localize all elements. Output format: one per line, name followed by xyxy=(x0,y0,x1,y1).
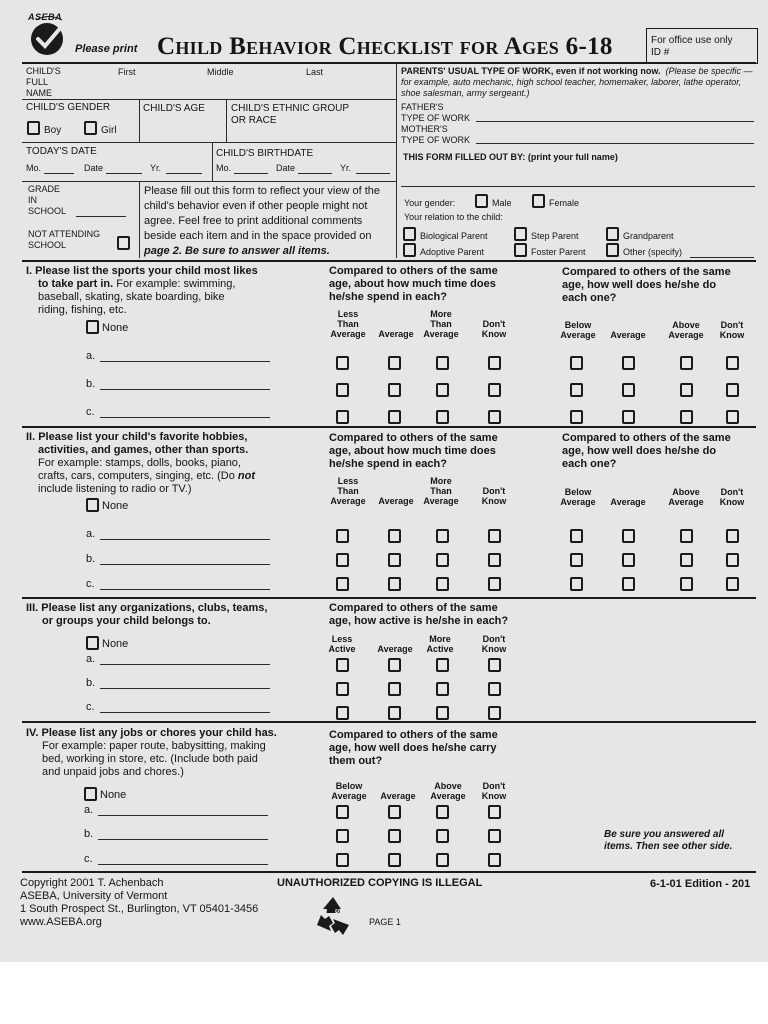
section-2-row-a-rating-checkbox-4[interactable] xyxy=(488,529,501,543)
section-3-row-a-rating-checkbox-3[interactable] xyxy=(436,658,449,672)
section-4-line-a-label: a. xyxy=(84,804,94,816)
grade-field[interactable] xyxy=(76,216,126,217)
section-2-row-b-rating-checkbox-2[interactable] xyxy=(388,553,401,567)
section-1-well-question: Compared to others of the same age, how well does he/she do each one? xyxy=(562,266,731,304)
gender-label: CHILD'S GENDER xyxy=(26,102,111,113)
aseba-logo-text: ASEBA xyxy=(28,12,63,22)
grandparent-label: Grandparent xyxy=(623,231,674,241)
section-2-row-c-rating-checkbox-1[interactable] xyxy=(336,577,349,591)
section-3-row-b-rating-checkbox-3[interactable] xyxy=(436,682,449,696)
ethnic-divider xyxy=(226,99,227,142)
copying-warning: UNAUTHORIZED COPYING IS ILLEGAL xyxy=(277,877,483,889)
section-1-time-question: Compared to others of the same age, about how much time does he/she spend in each? xyxy=(329,265,498,303)
please-print-label: Please print xyxy=(75,43,138,55)
section-3-line-c-label: c. xyxy=(86,701,95,713)
section-1-row-b-rating-checkbox-8[interactable] xyxy=(726,383,739,397)
section-1-line-c-label: c. xyxy=(86,406,95,418)
section-1-row-c-rating-checkbox-2[interactable] xyxy=(388,410,401,424)
section-1-row-a-rating-checkbox-7[interactable] xyxy=(680,356,693,370)
section-1-row-b-rating-checkbox-7[interactable] xyxy=(680,383,693,397)
middle-name-label: Middle xyxy=(207,67,234,77)
section-4-line-c-label: c. xyxy=(84,853,93,865)
section-2-row-b-rating-checkbox-5[interactable] xyxy=(570,553,583,567)
section-3-line-b-field[interactable] xyxy=(100,688,270,689)
section-4-line-a-field[interactable] xyxy=(98,815,268,816)
biological-parent-label: Biological Parent xyxy=(420,231,488,241)
section-4-row-b-rating-checkbox-1[interactable] xyxy=(336,829,349,843)
other-relation-checkbox[interactable] xyxy=(606,243,619,257)
section-2-row-b-rating-checkbox-1[interactable] xyxy=(336,553,349,567)
first-name-label: First xyxy=(118,67,136,77)
section-2-row-b-rating-checkbox-4[interactable] xyxy=(488,553,501,567)
section-3-prompt: III. Please list any organizations, clubs, teams, or groups your child belongs to. xyxy=(26,602,268,627)
section-1-rule xyxy=(22,426,756,428)
edition-label: 6-1-01 Edition - 201 xyxy=(650,878,751,890)
section-1-row-b-rating-checkbox-3[interactable] xyxy=(436,383,449,397)
section-4-line-b-label: b. xyxy=(84,828,94,840)
section-2-row-c-rating-checkbox-2[interactable] xyxy=(388,577,401,591)
section-3-row-c-rating-checkbox-4[interactable] xyxy=(488,706,501,720)
female-checkbox[interactable] xyxy=(532,194,545,208)
section-1-row-c-rating-checkbox-4[interactable] xyxy=(488,410,501,424)
gender-row-rule xyxy=(22,142,396,143)
section-3-none-checkbox[interactable] xyxy=(86,636,99,650)
id-block-bottom-rule xyxy=(22,260,756,262)
section-1-row-b-rating-checkbox-1[interactable] xyxy=(336,383,349,397)
section-1-line-c-field[interactable] xyxy=(100,417,270,418)
section-1-row-c-rating-checkbox-3[interactable] xyxy=(436,410,449,424)
mothers-work-label: MOTHER'S TYPE OF WORK xyxy=(401,124,471,145)
full-name-field[interactable] xyxy=(70,78,392,98)
section-3-row-c-rating-checkbox-2[interactable] xyxy=(388,706,401,720)
section-4-rule xyxy=(22,871,756,873)
section-4-line-c-field[interactable] xyxy=(98,864,268,865)
section-2-row-a-rating-checkbox-1[interactable] xyxy=(336,529,349,543)
filled-by-field[interactable] xyxy=(401,186,755,187)
section-4-row-b-rating-checkbox-3[interactable] xyxy=(436,829,449,843)
instructions-text: Please fill out this form to reflect your view of the child's behavior even if other people might not agree. Feel free to print additional comments beside each item and in the space provided on page 2. Be sure to answer all items. xyxy=(144,185,380,257)
section-1-line-b-field[interactable] xyxy=(100,389,270,390)
section-2-none-checkbox[interactable] xyxy=(86,498,99,512)
section-2-row-a-rating-checkbox-2[interactable] xyxy=(388,529,401,543)
section-3-row-c-rating-checkbox-3[interactable] xyxy=(436,706,449,720)
section-3-active-question: Compared to others of the same age, how active is he/she in each? xyxy=(329,602,509,627)
section-2-time-question: Compared to others of the same age, about how much time does he/she spend in each? xyxy=(329,432,498,470)
section-2-row-c-rating-checkbox-8[interactable] xyxy=(726,577,739,591)
section-2-row-c-rating-checkbox-7[interactable] xyxy=(680,577,693,591)
section-1-row-a-rating-checkbox-5[interactable] xyxy=(570,356,583,370)
section-1-row-a-rating-checkbox-2[interactable] xyxy=(388,356,401,370)
male-label: Male xyxy=(492,198,512,208)
section-2-line-b-field[interactable] xyxy=(100,564,270,565)
foster-parent-checkbox[interactable] xyxy=(514,243,527,257)
section-2-row-a-rating-checkbox-3[interactable] xyxy=(436,529,449,543)
section-1-row-b-rating-checkbox-2[interactable] xyxy=(388,383,401,397)
section-1-row-b-rating-checkbox-6[interactable] xyxy=(622,383,635,397)
section-4-row-a-rating-checkbox-1[interactable] xyxy=(336,805,349,819)
section-1-prompt: I. Please list the sports your child most likes to take part in. For example: swimming, baseball, skating, skate boarding, bike riding, fishing, etc. xyxy=(26,265,258,316)
section-3-row-a-rating-checkbox-2[interactable] xyxy=(388,658,401,672)
section-1-row-c-rating-checkbox-1[interactable] xyxy=(336,410,349,424)
section-2-rule xyxy=(22,597,756,599)
adoptive-parent-label: Adoptive Parent xyxy=(420,247,485,257)
id-block-divider xyxy=(396,62,397,258)
section-3-line-a-label: a. xyxy=(86,653,96,665)
fathers-work-field[interactable] xyxy=(476,121,754,122)
form-page: ASEBA Please print Child Behavior Checklist for Ages 6-18 For office use only ID # CHILD'S FULL NAME First Middle Last CHILD'S GENDER Boy Girl CHILD'S AGE CHILD'S ETHNIC GROUP OR RACE TODAY'S DATE Mo. Date Yr. CHILD'S BIRTHDATE Mo. Date Yr. GRADE IN SCHOOL NOT ATTENDING SCHOOL Please fill out this form to reflect your view of the child's behavior even if other people might not agree. Feel free to print additional comments beside each item and in the space provided on page 2. Be sure to answer all items. PARENTS' USUAL TYPE OF WORK, even if not working now. (Please be specific — for example, auto mechanic, high school teacher, homemaker, laborer, lathe operator, shoe salesman, army sergeant.) FATHER'S TYPE OF WORK MOTHER'S TYPE OF WORK THIS FORM FILLED OUT BY: (print your full name) Your gender: Male Female Your relation to the child: Biological Parent Step Parent Grandparent Adoptive Parent Foster Parent Other (specify) I. Please list the sports your child most likes to take part in. For example: swimming, baseball, skating, skate boarding, bike riding, fishing, etc. None a. b. c. Compared to others of the same age, about how much time does he/she spend in each? Compared to others of the same age, how well does he/she do each one? Less Than Average Average More Than Average Don't Know Below Average Average Above Average Don't Know II. Please list your child's favorite hobbies, activities, and games, other than sports. For example: stamps, dolls, books, piano, crafts, cars, computers, singing, etc. (Do not include listening to radio or TV.) None a. b. c. Compared to others of the same age, about how much time does he/she spend in each? Compared to others of the same age, how well does he/she do each one? Less Than Average Average More Than Average Don't Know Below Average Average Above Average Don't Know III. Please list any organizations, clubs, teams, or groups your child belongs to. None a. b. c. Compared to others of the same age, how active is he/she in each? Less Active Average More Active Don't Know IV. Please list any jobs or chores your child has. For example: paper route, babysitting, making bed, working in store, etc. (Include both paid and unpaid jobs and chores.) None a. b. c. Compared to others of the same age, how well does he/she carry them out? Below Average Average Above Average Don't Know Be sure you answered all items. Then see other side. Copyright 2001 T. Achenbach ASEBA, University of Vermont 1 South Prospect St., Burlington, VT 05401-3456 www.ASEBA.org UNAUTHORIZED COPYING IS ILLEGAL 30% PAGE 1 6-1-01 Edition - 201 xyxy=(0,0,768,962)
office-use-label: For office use only xyxy=(651,35,733,46)
age-label: CHILD'S AGE xyxy=(143,103,205,114)
age-divider xyxy=(139,99,140,142)
section-2-line-c-field[interactable] xyxy=(100,589,270,590)
section-2-row-b-rating-checkbox-8[interactable] xyxy=(726,553,739,567)
grandparent-checkbox[interactable] xyxy=(606,227,619,241)
id-label: ID # xyxy=(651,47,670,58)
section-4-row-c-rating-checkbox-2[interactable] xyxy=(388,853,401,867)
section-2-row-a-rating-checkbox-5[interactable] xyxy=(570,529,583,543)
section-1-row-c-rating-checkbox-6[interactable] xyxy=(622,410,635,424)
section-1-none-label: None xyxy=(102,322,129,334)
section-2-line-a-label: a. xyxy=(86,528,96,540)
last-name-label: Last xyxy=(306,67,324,77)
section-2-none-label: None xyxy=(102,500,129,512)
male-checkbox[interactable] xyxy=(475,194,488,208)
name-row-rule xyxy=(22,99,396,100)
section-4-none-checkbox[interactable] xyxy=(84,787,97,801)
step-parent-label: Step Parent xyxy=(531,231,579,241)
not-attending-label: NOT ATTENDING SCHOOL xyxy=(28,229,101,250)
section-2-row-c-rating-checkbox-3[interactable] xyxy=(436,577,449,591)
foster-parent-label: Foster Parent xyxy=(531,247,586,257)
female-label: Female xyxy=(549,198,580,208)
section-2-row-c-rating-checkbox-6[interactable] xyxy=(622,577,635,591)
section-4-row-a-rating-checkbox-4[interactable] xyxy=(488,805,501,819)
filled-by-label: THIS FORM FILLED OUT BY: (print your full name) xyxy=(403,152,618,162)
your-gender-label: Your gender: xyxy=(404,198,456,208)
section-2-prompt: II. Please list your child's favorite hobbies, activities, and games, other than sports. For example: stamps, dolls, books, piano, crafts, cars, computers, singing, etc. (Do not include listening to radio or TV.) xyxy=(26,431,256,495)
step-parent-checkbox[interactable] xyxy=(514,227,527,241)
section-1-row-a-rating-checkbox-1[interactable] xyxy=(336,356,349,370)
section-3-row-b-rating-checkbox-1[interactable] xyxy=(336,682,349,696)
section-1-line-a-label: a. xyxy=(86,350,96,362)
girl-label: Girl xyxy=(101,125,117,136)
office-use-box xyxy=(646,28,758,64)
section-3-line-c-field[interactable] xyxy=(100,712,270,713)
ethnic-label: CHILD'S ETHNIC GROUP OR RACE xyxy=(231,103,350,126)
section-2-row-b-rating-checkbox-3[interactable] xyxy=(436,553,449,567)
section-1-row-b-rating-checkbox-4[interactable] xyxy=(488,383,501,397)
section-1-row-a-rating-checkbox-3[interactable] xyxy=(436,356,449,370)
section-2-row-c-rating-checkbox-5[interactable] xyxy=(570,577,583,591)
section-1-row-a-rating-checkbox-8[interactable] xyxy=(726,356,739,370)
parents-work-text: PARENTS' USUAL TYPE OF WORK, even if not working now. (Please be specific — for example, auto mechanic, high school teacher, homemaker, laborer, lathe operator, shoe salesman, army sergeant.) xyxy=(401,66,753,98)
birthdate-fields: Mo. Date Yr. xyxy=(216,163,392,174)
section-2-row-b-rating-checkbox-6[interactable] xyxy=(622,553,635,567)
full-name-label: CHILD'S FULL NAME xyxy=(26,66,61,98)
section-1-row-a-rating-checkbox-4[interactable] xyxy=(488,356,501,370)
date-row-rule xyxy=(22,181,396,182)
section-4-row-c-rating-checkbox-3[interactable] xyxy=(436,853,449,867)
section-3-row-b-rating-checkbox-4[interactable] xyxy=(488,682,501,696)
section-2-row-b-rating-checkbox-7[interactable] xyxy=(680,553,693,567)
relation-label: Your relation to the child: xyxy=(404,212,503,222)
section-3-row-b-rating-checkbox-2[interactable] xyxy=(388,682,401,696)
other-relation-field[interactable] xyxy=(690,257,754,258)
section-4-row-b-rating-checkbox-2[interactable] xyxy=(388,829,401,843)
section-3-row-a-rating-checkbox-1[interactable] xyxy=(336,658,349,672)
fathers-work-label: FATHER'S TYPE OF WORK xyxy=(401,102,471,123)
biological-parent-checkbox[interactable] xyxy=(403,227,416,241)
section-3-none-label: None xyxy=(102,638,129,650)
section-1-row-c-rating-checkbox-8[interactable] xyxy=(726,410,739,424)
section-4-prompt: IV. Please list any jobs or chores your child has. For example: paper route, babysitting, making bed, working in store, etc. (Include both paid and unpaid jobs and chores.) xyxy=(26,727,277,778)
section-3-row-a-rating-checkbox-4[interactable] xyxy=(488,658,501,672)
boy-checkbox[interactable] xyxy=(27,121,40,135)
section-4-row-a-rating-checkbox-2[interactable] xyxy=(388,805,401,819)
section-1-row-c-rating-checkbox-7[interactable] xyxy=(680,410,693,424)
section-1-row-c-rating-checkbox-5[interactable] xyxy=(570,410,583,424)
section-2-line-c-label: c. xyxy=(86,578,95,590)
birthdate-label: CHILD'S BIRTHDATE xyxy=(216,148,314,159)
section-4-carry-question: Compared to others of the same age, how well does he/she carry them out? xyxy=(329,729,498,767)
section-1-none-checkbox[interactable] xyxy=(86,320,99,334)
todays-date-fields: Mo. Date Yr. xyxy=(26,163,212,174)
footer-copyright: Copyright 2001 T. Achenbach ASEBA, University of Vermont 1 South Prospect St., Burlington, VT 05401-3456 www.ASEBA.org xyxy=(20,877,259,928)
section-1-line-a-field[interactable] xyxy=(100,361,270,362)
section-1-row-b-rating-checkbox-5[interactable] xyxy=(570,383,583,397)
section-2-well-question: Compared to others of the same age, how well does he/she do each one? xyxy=(562,432,731,470)
other-relation-label: Other (specify) xyxy=(623,247,683,257)
section-4-row-b-rating-checkbox-4[interactable] xyxy=(488,829,501,843)
header-rule xyxy=(22,62,756,64)
todays-date-label: TODAY'S DATE xyxy=(26,146,97,157)
section-2-line-a-field[interactable] xyxy=(100,539,270,540)
girl-checkbox[interactable] xyxy=(84,121,97,135)
mothers-work-field[interactable] xyxy=(476,143,754,144)
answer-all-reminder: Be sure you answered all items. Then see other side. xyxy=(604,829,733,852)
section-2-row-c-rating-checkbox-4[interactable] xyxy=(488,577,501,591)
recycle-icon xyxy=(311,893,355,937)
section-2-line-b-label: b. xyxy=(86,553,96,565)
grade-label: GRADE IN SCHOOL xyxy=(28,184,67,216)
page-number: PAGE 1 xyxy=(369,917,401,927)
birthdate-divider xyxy=(212,142,213,181)
section-4-none-label: None xyxy=(100,789,127,801)
section-2-row-a-rating-checkbox-6[interactable] xyxy=(622,529,635,543)
adoptive-parent-checkbox[interactable] xyxy=(403,243,416,257)
section-3-line-a-field[interactable] xyxy=(100,664,270,665)
section-4-row-c-rating-checkbox-1[interactable] xyxy=(336,853,349,867)
section-1-line-b-label: b. xyxy=(86,378,96,390)
instructions-divider xyxy=(139,181,140,258)
recycle-percent: 30% xyxy=(326,908,341,915)
not-attending-checkbox[interactable] xyxy=(117,236,130,250)
section-4-row-a-rating-checkbox-3[interactable] xyxy=(436,805,449,819)
section-4-line-b-field[interactable] xyxy=(98,839,268,840)
section-2-row-a-rating-checkbox-7[interactable] xyxy=(680,529,693,543)
boy-label: Boy xyxy=(44,125,62,136)
section-3-rule xyxy=(22,721,756,723)
section-1-row-a-rating-checkbox-6[interactable] xyxy=(622,356,635,370)
section-4-row-c-rating-checkbox-4[interactable] xyxy=(488,853,501,867)
section-3-row-c-rating-checkbox-1[interactable] xyxy=(336,706,349,720)
form-title: Child Behavior Checklist for Ages 6-18 xyxy=(157,33,613,60)
section-3-line-b-label: b. xyxy=(86,677,96,689)
section-2-row-a-rating-checkbox-8[interactable] xyxy=(726,529,739,543)
